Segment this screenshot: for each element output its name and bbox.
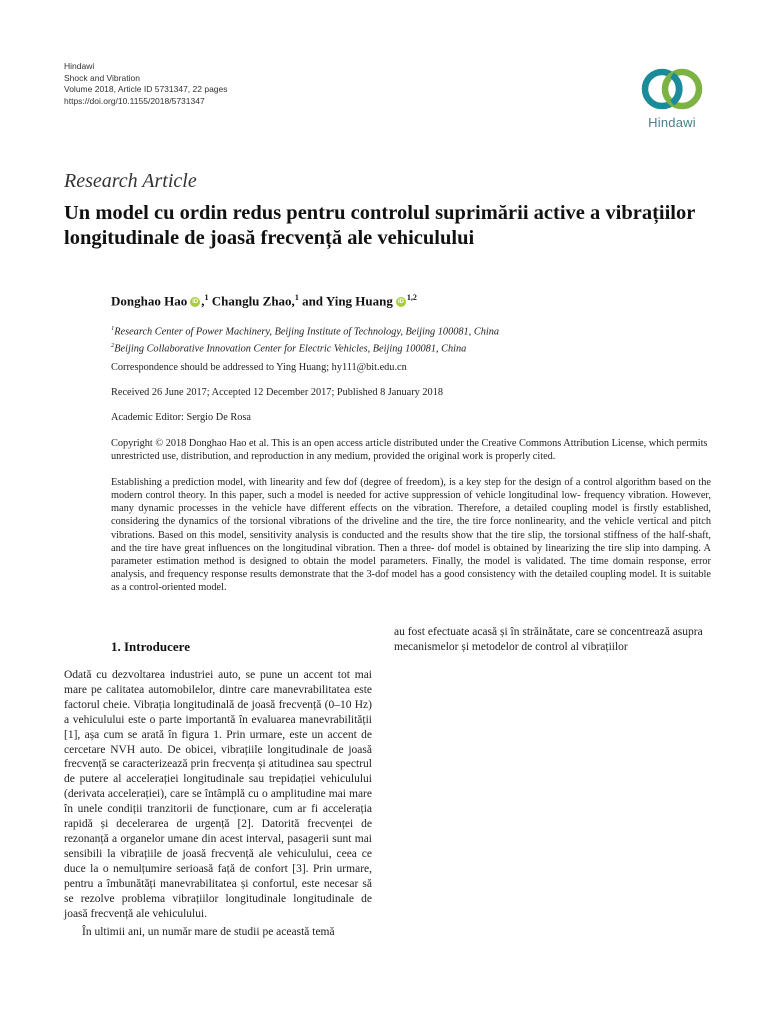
publisher-name: Hindawi [64,61,95,71]
left-column [64,668,372,940]
copyright-notice: Copyright © 2018 Donghao Hao et al. This is an open access article distributed under the Creative Commons Attribution License, which permits unrestricted use, distribution, and reproduction in any medium, provided the original work is properly cited. [111,438,708,463]
author-affiliation-sup: 1 [204,293,209,302]
volume-info: Volume 2018, Article ID 5731347, 22 pages [64,84,228,94]
journal-meta [64,61,228,107]
correspondence: Correspondence should be addressed to Ying Huang; hy111@bit.edu.cn [111,362,407,373]
affiliation-sup: 1 [111,325,115,332]
affiliation-text: Research Center of Power Machinery, Beijing Institute of Technology, Beijing 100081, China [114,326,499,338]
publication-dates: Received 26 June 2017; Accepted 12 December 2017; Published 8 January 2018 [111,387,443,398]
author-name[interactable]: Ying Huang [325,293,393,309]
right-column: au fost efectuate acasă și în străinătate, care se concentrează asupra mecanismelor și metodelor de control al vibrațiilor [394,626,703,653]
doi-link[interactable]: https://doi.org/10.1155/2018/5731347 [64,95,205,106]
article-title: Un model cu ordin redus pentru controlul suprimării active a vibrațiilor longitudinale de joasă frecvență ale vehiculului [64,202,695,249]
author-affiliation-sup: 1 [294,293,299,302]
paragraph: În ultimii ani, un număr mare de studii pe această temă [82,926,335,939]
article-type: Research Article [64,170,197,192]
hindawi-logo-text: Hindawi [648,115,696,130]
affiliation-line [111,322,499,339]
affiliation-sup: 2 [111,342,115,350]
academic-editor: Academic Editor: Sergio De Rosa [111,412,251,423]
and-text: and [302,293,324,309]
author-name[interactable]: Donghao Hao [111,293,188,309]
affiliation-text: Beijing Collaborative Innovation Center for Electric Vehicles, Beijing 100081, China [114,343,467,355]
paragraph: Odată cu dezvoltarea industriei auto, se pune un accent tot mai mare pe calitatea automobilelor, dintre care manevrabilitatea este factorul cheie. Vibrația longitudinală de joasă frecvență (0–10 Hz) a vehiculului este o parte importantă în evaluarea manevrabilității [1], așa cum se arată în figura 1. Prin urmare, este un accent de cercetare NVH auto. De obicei, vibrațiile longitudinale de joasă frecvență se caracterizează prin frecvența și atitudinea sau spectrul de putere al accelerației longitudinale sau trepidației vehiculului (derivata accelerației), care se întâmplă cu o amplitudine mai mare în unele condiții tranzitorii de funcționare, cum ar fi accelerația rapidă și decelerarea de urgență [2]. Datorită frecvenței de rezonanță a organelor umane din acest interval, pasagerii sunt mai sensibili la vibrațiile de joasă frecvență ale vehiculului, ceea ce duce la o nemulțumire serioasă față de confort [3]. Prin urmare, pentru a îmbunătăți manevrabilitatea și confortul, este necesar să se rezolve problema vibrațiilor longitudinale longitudinale de joasă frecvență ale vehiculului. [64,669,372,920]
abstract: Establishing a prediction model, with linearity and few dof (degree of freedom), is a key step for the design of a control algorithm based on the modern control theory. In this paper, such a model is needed for active suppression of vehicle longitudinal low- frequency vibration. However, many dynamic processes in the vehicle have different effects on the vibration. Therefore, a detailed coupling model is firstly established, considering the dynamics of the torsional vibrations of the driveline and the tire, the tire force nonlinearity, and the vehicle vertical and pitch vibrations. Based on this model, sensitivity analysis is conducted and the results show that the tire slip, the torsional stiffness of the half-shaft, and the tire have great influences on the longitudinal vibration. Then a three- dof model is obtained by linearizing the tire slip into damping. A parameter estimation method is designed to obtain the model parameters. Finally, the model is validated. The time domain response, error analysis, and frequency response results demonstrate that the 3-dof model has a good consistency with the detailed coupling model. It is suitable as a control-oriented model. [111,477,711,594]
orcid-icon[interactable]: iD [397,299,404,306]
affiliation-line [111,339,499,356]
affiliations [111,322,499,357]
section-heading: 1. Introducere [111,639,190,654]
author-name[interactable]: Changlu Zhao, [211,293,295,309]
author-list: Donghao Hao iD ,$^1$ Changlu Zhao,$^1$ and Ying Huang iD$^{1,2}$ [111,293,417,309]
orcid-icon[interactable]: iD [192,299,199,306]
journal-name: Shock and Vibration [64,72,140,83]
author-affiliation-sup: 1,2 [406,293,417,302]
